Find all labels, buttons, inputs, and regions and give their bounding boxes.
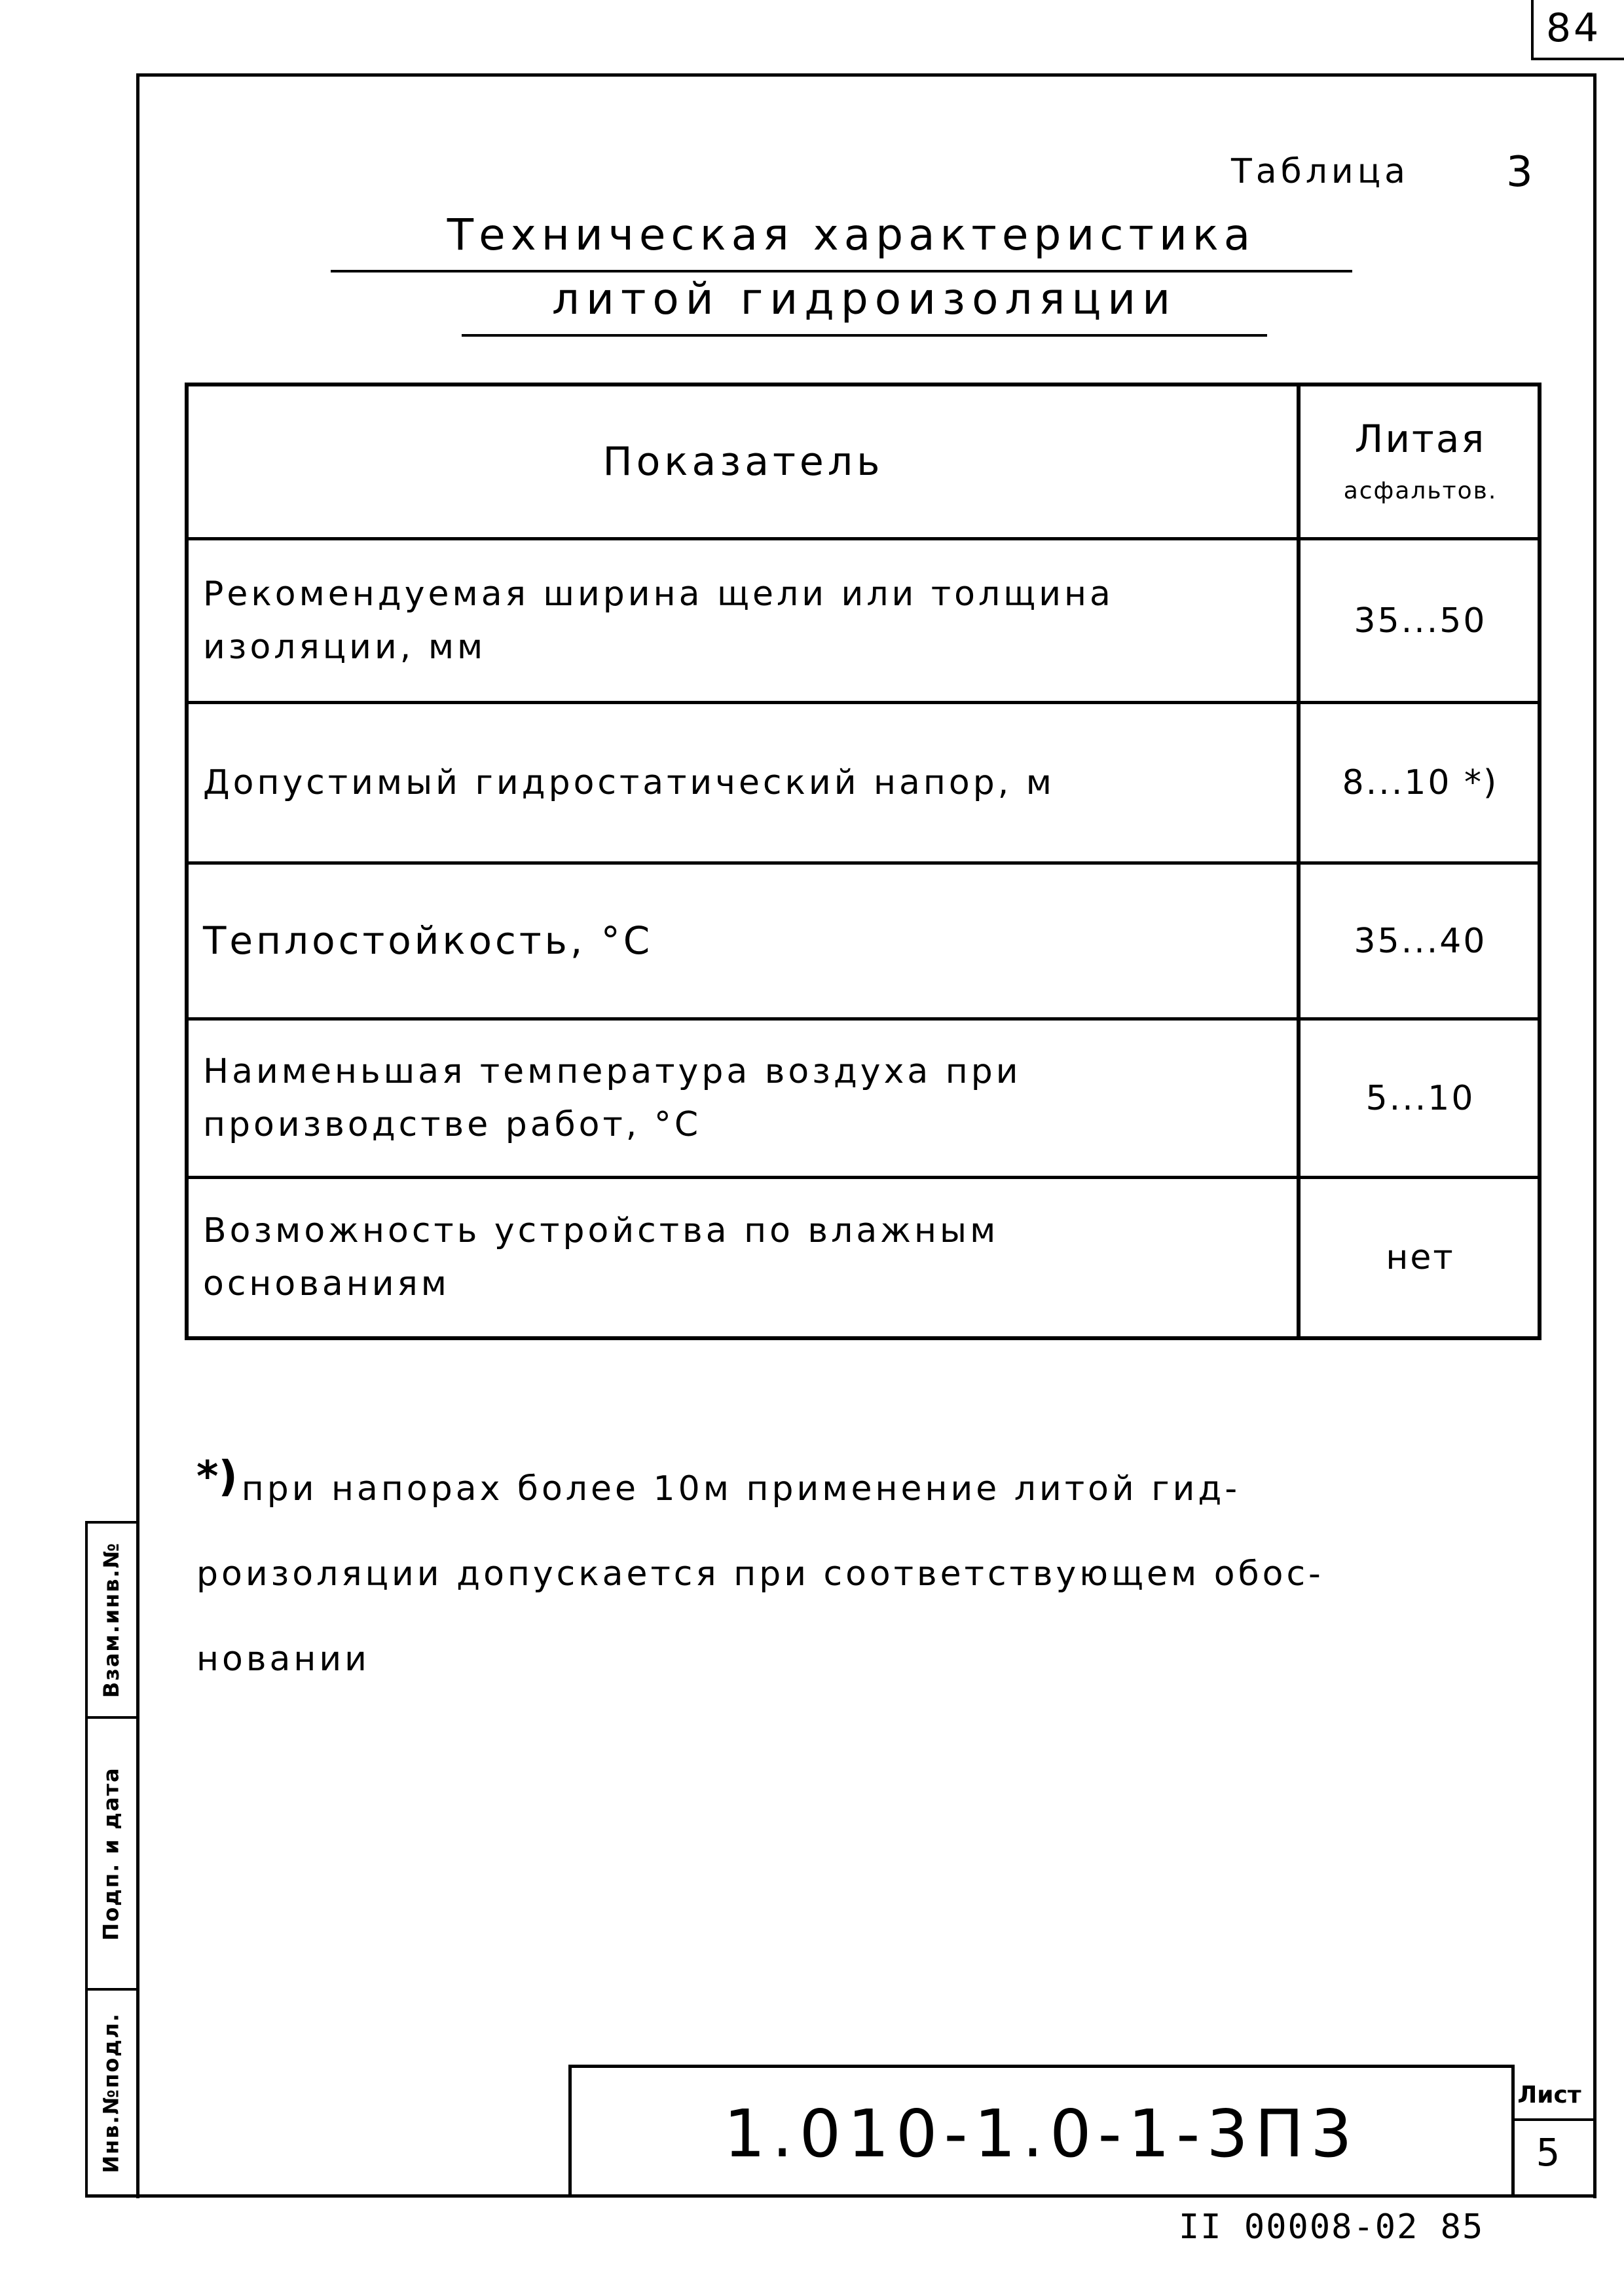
sheet-number: 5 xyxy=(1536,2130,1563,2175)
table-row-value xyxy=(1302,865,1539,1017)
table-row-parameter xyxy=(190,1179,1297,1336)
stamp-original-inventory-text: Инв.№подл. xyxy=(99,2012,124,2173)
table-row-value xyxy=(1302,704,1539,861)
table-cell-parameter: Теплостойкость, °С xyxy=(203,918,654,963)
corner-page-number: 84 xyxy=(1545,5,1602,51)
page-title-line-2: литой гидроизоляции xyxy=(551,274,1177,324)
frame-top-border xyxy=(136,73,1596,77)
archive-code: II 00008-02 85 xyxy=(1179,2207,1485,2247)
title-underline-1 xyxy=(331,270,1352,272)
table-cell-value: 5...10 xyxy=(1365,1078,1475,1118)
footnote-text: при напорах более 10м применение литой гид- xyxy=(241,1469,1241,1509)
table-header-value-line-2: асфальтов. xyxy=(1343,478,1498,504)
table-header-parameter-text: Показатель xyxy=(602,438,884,485)
frame-left-border xyxy=(136,73,139,2198)
table-cell-value: 35...50 xyxy=(1354,601,1487,641)
title-block-top-border xyxy=(568,2065,1511,2068)
footnote xyxy=(196,1435,1559,1702)
table-row-parameter xyxy=(190,865,1297,1017)
page-title-line-1: Техническая характеристика xyxy=(447,210,1256,260)
table-row-value xyxy=(1302,1179,1539,1336)
stamp-signature-date xyxy=(92,1719,131,1988)
footnote-line: роизоляции допускается при соответствующем обос- xyxy=(196,1554,1324,1594)
table-cell-value: нет xyxy=(1386,1238,1455,1277)
footnote-mark: *) xyxy=(196,1453,238,1501)
table-header-value-line-1: Литая xyxy=(1354,417,1486,461)
footnote-line: новании xyxy=(196,1640,370,1679)
stamp-replacement-inventory-text: Взам.инв.№ xyxy=(99,1541,124,1698)
stamp-signature-date-text: Подп. и дата xyxy=(99,1766,124,1941)
corner-box-bottom-border xyxy=(1531,58,1624,60)
stamp-original-inventory xyxy=(92,1991,131,2194)
title-block-sheet-divider xyxy=(1511,2065,1515,2196)
table-cell-parameter: Наименьшая температура воздуха при производстве работ, °С xyxy=(203,1051,1022,1144)
table-row-parameter xyxy=(190,704,1297,861)
table-label: Таблица xyxy=(1231,152,1409,191)
table-cell-value: 8...10 *) xyxy=(1342,763,1499,802)
stamp-strip-left-border xyxy=(85,1521,88,2197)
frame-right-border xyxy=(1593,73,1596,2198)
table-header-parameter xyxy=(190,386,1297,537)
table-cell-parameter: Допустимый гидростатический напор, м xyxy=(203,762,1056,802)
table-cell-parameter: Рекомендуемая ширина щели или толщина изоляции, мм xyxy=(203,574,1114,667)
table-row-value xyxy=(1302,540,1539,701)
title-underline-2 xyxy=(462,334,1267,337)
table-cell-value: 35...40 xyxy=(1354,921,1487,961)
table-number: 3 xyxy=(1506,148,1536,197)
title-block-left-border xyxy=(568,2065,572,2196)
table-border-bottom xyxy=(185,1336,1541,1340)
sheet-label: Лист xyxy=(1517,2081,1581,2109)
table-row-value xyxy=(1302,1021,1539,1176)
footnote-line xyxy=(196,1435,1559,1531)
table-row-parameter xyxy=(190,1021,1297,1176)
table-row-parameter xyxy=(190,540,1297,701)
stamp-replacement-inventory xyxy=(92,1524,131,1716)
document-code: 1.010-1.0-1-3П3 xyxy=(724,2095,1359,2172)
table-header-value xyxy=(1302,386,1539,537)
table-cell-parameter: Возможность устройства по влажным основаниям xyxy=(203,1211,999,1303)
